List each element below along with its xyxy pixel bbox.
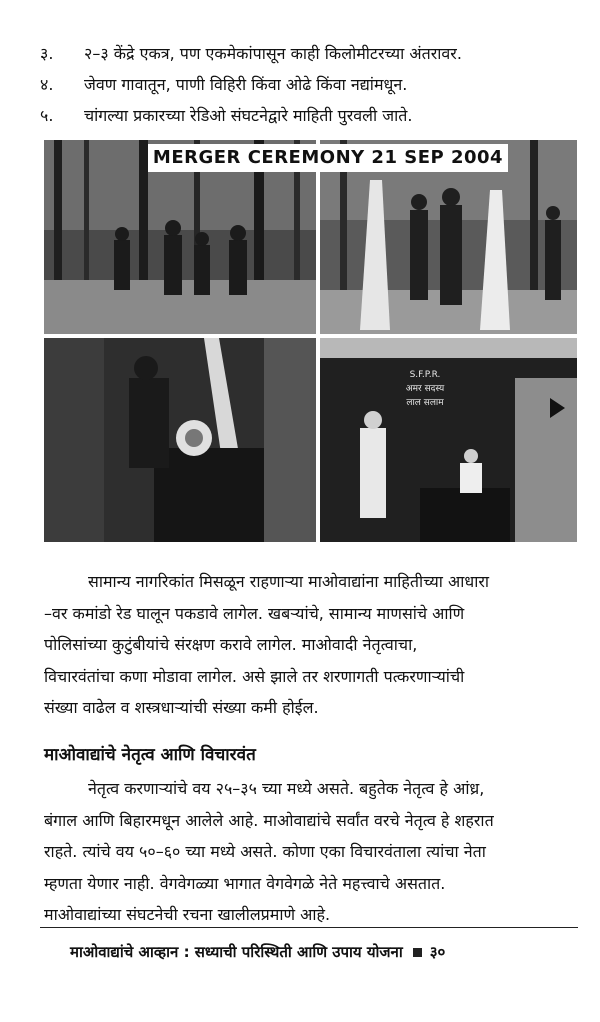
list-item-text: चांगल्या प्रकारच्या रेडिओ संघटनेद्वारे माहिती पुरवली जाते. xyxy=(84,106,413,125)
paragraph-line: बंगाल आणि बिहारमधून आलेले आहे. माओवाद्यांचे सर्वांत वरचे नेतृत्व हे शहरात xyxy=(44,810,494,830)
photo-memorial-wreath xyxy=(44,338,316,542)
list-item-number: ३. xyxy=(40,44,54,63)
footer-title: माओवाद्यांचे आव्हान : सध्याची परिस्थिती आणि उपाय योजना xyxy=(70,943,403,961)
photo-collage xyxy=(44,140,577,542)
footer-divider xyxy=(40,927,578,928)
paragraph-line: पोलिसांच्या कुटुंबीयांचे संरक्षण करावे लागेल. माओवादी नेतृत्वाचा, xyxy=(44,635,418,654)
list-item-text: जेवण गावातून, पाणी विहिरी किंवा ओढे किंवा नद्यांमधून. xyxy=(84,75,408,94)
photo-caption: MERGER CEREMONY 21 SEP 2004 xyxy=(148,144,508,172)
banner-line: S.F.P.R. xyxy=(409,370,441,380)
numbered-list xyxy=(40,38,580,131)
list-item-text: २–३ केंद्रे एकत्र, पण एकमेकांपासून काही किलोमीटरच्या अंतरावर. xyxy=(84,44,462,63)
paragraph-1 xyxy=(44,566,584,724)
paragraph-line: राहते. त्यांचे वय ५०–६० च्या मध्ये असते. कोणा एका विचारवंताला त्यांचा नेता xyxy=(44,842,486,861)
list-item-number: ४. xyxy=(40,75,54,94)
section-heading: माओवाद्यांचे नेतृत्व आणि विचारवंत xyxy=(44,745,256,765)
paragraph-line: म्हणता येणार नाही. वेगवेगळ्या भागात वेगवेगळे नेते महत्त्वाचे असतात. xyxy=(44,873,446,893)
paragraph-line: विचारवंतांचा कणा मोडावा लागेल. असे झाले तर शरणागती पत्करणाऱ्यांची xyxy=(44,666,465,686)
list-item xyxy=(40,69,580,100)
banner-line: लाल सलाम xyxy=(406,398,444,408)
photo-stage-banner xyxy=(320,338,577,542)
paragraph-line: –वर कमांडो रेड घालून पकडावे लागेल. खबऱ्यांचे, सामान्य माणसांचे आणि xyxy=(44,603,465,623)
list-item xyxy=(40,100,580,131)
list-item xyxy=(40,38,580,69)
paragraph-line: नेतृत्व करणाऱ्यांचे वय २५–३५ च्या मध्ये असते. बहुतेक नेतृत्व हे आंध्र, xyxy=(88,779,485,798)
page-footer xyxy=(70,942,445,962)
paragraph-2 xyxy=(44,773,584,931)
paragraph-line: संख्या वाढेल व शस्त्रधाऱ्यांची संख्या कमी होईल. xyxy=(44,698,319,717)
banner-line: अमर सदस्य xyxy=(405,384,445,394)
paragraph-line: सामान्य नागरिकांत मिसळून राहणाऱ्या माओवाद्यांना माहितीच्या आधारा xyxy=(88,572,490,591)
page-number: ३० xyxy=(429,943,446,961)
list-item-number: ५. xyxy=(40,106,54,125)
paragraph-line: माओवाद्यांच्या संघटनेची रचना खालीलप्रमाणे आहे. xyxy=(44,905,331,924)
square-bullet-icon xyxy=(413,948,422,957)
